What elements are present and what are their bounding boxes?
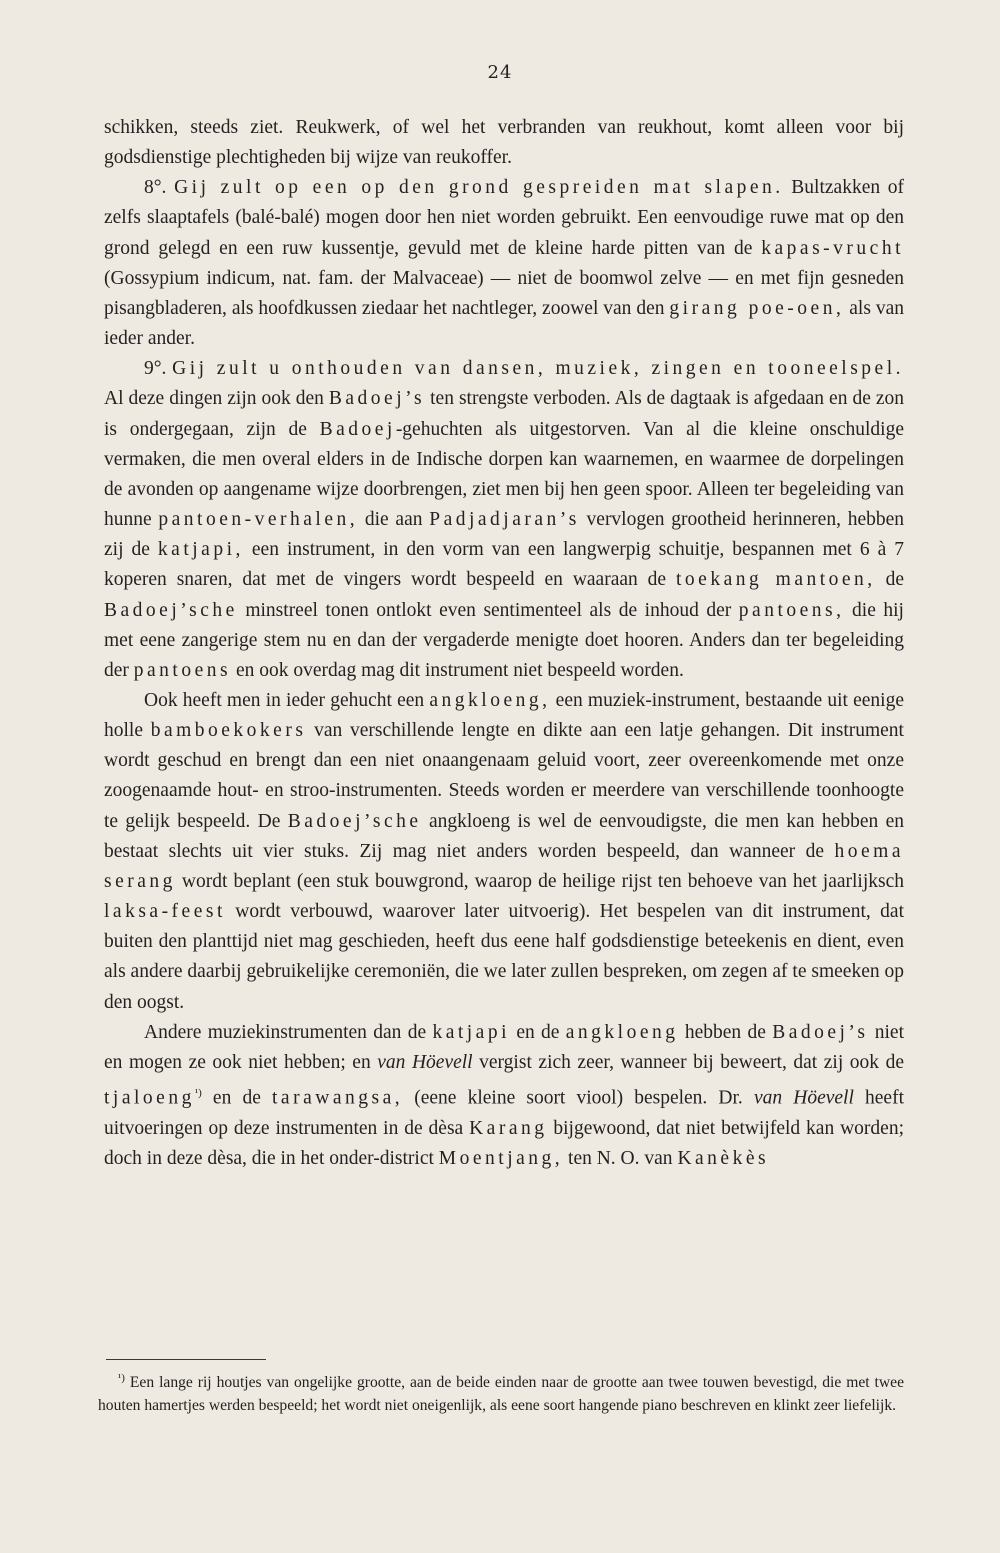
spaced-text: angkloeng xyxy=(565,1021,679,1043)
footnote-reference[interactable]: ¹) xyxy=(194,1087,202,1099)
author-name: van Höevell xyxy=(377,1051,473,1073)
spaced-text: laksa-feest xyxy=(104,901,226,923)
paragraph-instruments: Andere muziekinstrumenten dan de katjapi en de angkloeng hebben de Badoej’s niet en mogen ze ook niet hebben; en van Höevell vergist zich zeer, wanneer bij beweert, dat zij ook de tjaloeng$^{^1)}$ en de tarawangsa, (eene kleine soort viool) bespelen. Dr. van Höevell heeft uitvoeringen op deze instrumenten in de dèsa Karang bijgewoond, dat niet betwijfeld kan worden; doch in deze dèsa, die in het onder-district Moentjang, ten N. O. van Kanèkès xyxy=(104,1021,904,1169)
footnote xyxy=(98,1367,904,1417)
spaced-text: toekang mantoen, xyxy=(676,569,876,591)
paragraph-rule-8: 8°. Gij zult op een op den grond gespreiden mat slapen. Bultzakken of zelfs slaaptafels (balé-balé) mogen door hen niet worden gebruikt. Een eenvoudige ruwe mat op den grond gelegd en een ruw kussentje, gevuld met de kleine harde pitten van de kapas-vrucht (Gossypium indicum, nat. fam. der Malvaceae) — niet de boomwol zelve — en met fijn gesneden pisangbladeren, als hoofdkussen ziedaar het nachtleger, zoowel van den girang poe-oen, als van ieder ander. xyxy=(104,177,904,350)
spaced-text: girang poe-oen, xyxy=(669,297,845,319)
footnote-divider xyxy=(106,1359,266,1360)
author-name: van Höevell xyxy=(753,1087,854,1109)
spaced-text: Badoej’sche xyxy=(287,810,422,832)
footnote-mark: ¹) xyxy=(118,1372,125,1384)
footnote-text: $^{^1)}$ Een lange rij houtjes van ongelijke grootte, aan de beide einden naar de grootte aan twee touwen bevestigd, die met twee houten hamertjes werden bespeeld; het wordt niet oneigenlijk, als eene soort hangende piano beschreven en klinkt zeer liefelijk. xyxy=(98,1372,904,1415)
spaced-text: tjaloeng xyxy=(104,1087,195,1109)
spaced-text: pantoen-verhalen, xyxy=(158,509,359,531)
spaced-text: bamboekokers xyxy=(150,720,307,742)
spaced-text: pantoens, xyxy=(738,599,845,621)
body-text xyxy=(104,113,904,1174)
spaced-text: Badoej’s xyxy=(772,1021,869,1043)
spaced-text: Badoej’sche xyxy=(104,599,238,621)
spaced-text: kapas-vrucht xyxy=(761,237,904,259)
paragraph-angkloeng: Ook heeft men in ieder gehucht een angkloeng, een muziek-instrument, bestaande uit eenige holle bamboekokers van verschillende lengte en dikte aan een latje gehangen. Dit instrument wordt geschud en brengt dan een niet onaangenaam geluid voort, zeer overeenkomende met onze zoogenaamde hout- en stroo-instrumenten. Steeds worden er meerdere van verschillende toonhoogte te gelijk bespeeld. De Badoej’sche angkloeng is wel de eenvoudigste, die men kan hebben en bestaat slechts uit vier stuks. Zij mag niet anders worden bespeeld, dan wanneer de hoema serang wordt beplant (een stuk bouwgrond, waarop de heilige rijst ten behoeve van het jaarlijksch laksa-feest wordt verbouwd, waarover later uitvoerig). Het bespelen van dit instrument, dat buiten den planttijd niet mag geschieden, heeft dus eene half godsdienstige beteekenis en dient, even als andere daarbij gebruikelijke ceremoniën, die we later zullen bespreken, om zegen af te smeeken op den oogst. xyxy=(104,689,904,1013)
spaced-text: tarawangsa, xyxy=(272,1087,404,1109)
spaced-text: pantoens xyxy=(133,659,232,681)
spaced-text: Karang xyxy=(469,1117,548,1139)
spaced-text: hoema serang xyxy=(104,840,904,892)
spaced-text: Moentjang, xyxy=(438,1147,564,1169)
spaced-text: Badoej xyxy=(319,418,396,440)
spaced-text: Padjadjaran’s xyxy=(429,509,580,531)
spaced-text: angkloeng, xyxy=(429,689,551,711)
spaced-text: Gij zult op een op den grond gespreiden mat slapen. xyxy=(174,177,784,199)
page-number: 24 xyxy=(487,62,513,83)
spaced-text: Kanèkès xyxy=(677,1147,770,1169)
spaced-text: katjapi xyxy=(432,1021,511,1043)
spaced-text: Gij zult u onthouden van dansen, muziek, zingen en tooneelspel. xyxy=(172,358,904,380)
paragraph: schikken, steeds ziet. Reukwerk, of wel het verbranden van reukhout, komt alleen voor bij godsdienstige plechtigheden bij wijze van reukoffer. xyxy=(104,117,904,169)
spaced-text: Badoej’s xyxy=(328,388,426,410)
paragraph-rule-9: 9°. Gij zult u onthouden van dansen, muziek, zingen en tooneelspel. Al deze dingen zijn ook den Badoej’s ten strengste verboden. Als de dagtaak is afgedaan en de zon is ondergegaan, zijn de Badoej-gehuchten als uitgestorven. Van al die kleine onschuldige vermaken, die men overal elders in de Indische dorpen kan waarnemen, en waarmee de dorpelingen de avonden op aangename wijze doorbrengen, ziet men bij hen geen spoor. Alleen ter begeleiding van hunne pantoen-verhalen, die aan Padjadjaran’s vervlogen grootheid herinneren, hebben zij de katjapi, een instrument, in den vorm van een langwerpig schuitje, bespannen met 6 à 7 koperen snaren, dat met de vingers wordt bespeeld en waaraan de toekang mantoen, de Badoej’sche minstreel tonen ontlokt even sentimenteel als de inhoud der pantoens, die hij met eene zangerige stem nu en dan der vergaderde menigte doet hooren. Anders dan ter begeleiding der pantoens en ook overdag mag dit instrument niet bespeeld worden. xyxy=(104,358,905,681)
spaced-text: katjapi, xyxy=(157,539,244,561)
